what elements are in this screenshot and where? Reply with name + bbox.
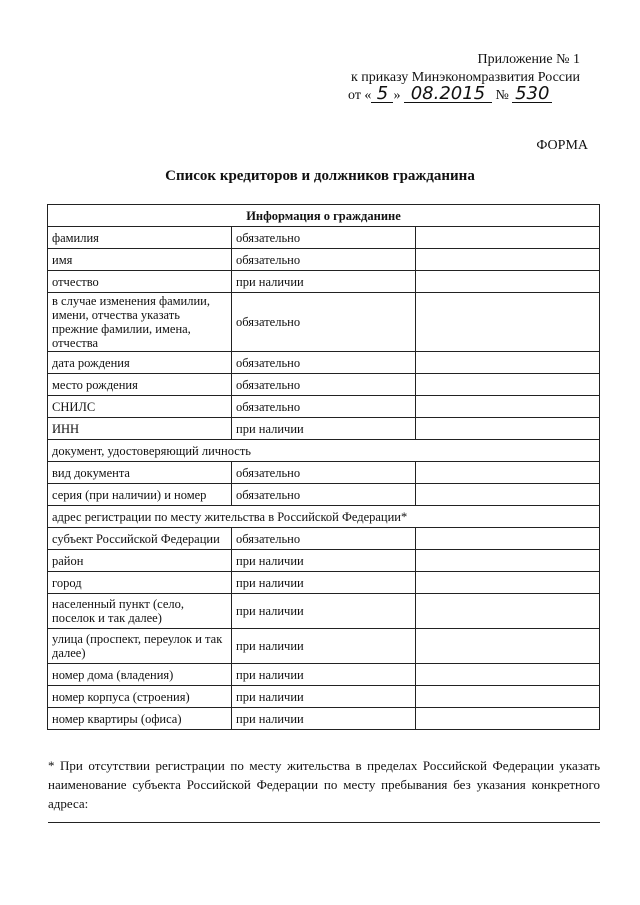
field-label: в случае изменения фамилии, имени, отчества указать прежние фамилии, имена, отчества [48,293,232,352]
date-prefix: от « [348,88,372,103]
field-label: населенный пункт (село, поселок и так далее) [48,594,232,629]
table-row [48,249,600,271]
field-value[interactable] [416,249,600,271]
table-row [48,374,600,396]
page-title: Список кредиторов и должников гражданина [165,168,475,184]
citizen-info-table [47,204,600,730]
field-status: при наличии [232,271,416,293]
field-value[interactable] [416,594,600,629]
field-value[interactable] [416,462,600,484]
field-status: обязательно [232,484,416,506]
field-value[interactable] [416,352,600,374]
field-status: обязательно [232,396,416,418]
table-row [48,484,600,506]
field-value[interactable] [416,374,600,396]
field-label: улица (проспект, переулок и так далее) [48,629,232,664]
date-day: 5 [371,86,393,103]
field-label: отчество [48,271,232,293]
field-label: серия (при наличии) и номер [48,484,232,506]
field-value[interactable] [416,572,600,594]
number-label: № [495,88,509,103]
document-header: документ, удостоверяющий личность [48,440,600,462]
subsection-row [48,506,600,528]
field-label: город [48,572,232,594]
table-row [48,352,600,374]
field-status: обязательно [232,462,416,484]
subsection-row [48,440,600,462]
field-value[interactable] [416,396,600,418]
table-row [48,686,600,708]
field-label: номер корпуса (строения) [48,686,232,708]
field-value[interactable] [416,484,600,506]
section-title: Информация о гражданине [48,205,600,227]
field-status: обязательно [232,249,416,271]
footnote: * При отсутствии регистрации по месту жительства в пределах Российской Федерации указать наименование субъекта Российской Федерации по месту пребывания без указания конкретного адреса: [48,758,600,811]
table-row [48,396,600,418]
field-label: район [48,550,232,572]
order-number: 530 [512,86,552,103]
field-label: СНИЛС [48,396,232,418]
field-label: номер дома (владения) [48,664,232,686]
table-row [48,664,600,686]
field-value[interactable] [416,550,600,572]
field-status: обязательно [232,352,416,374]
field-value[interactable] [416,686,600,708]
field-label: вид документа [48,462,232,484]
field-value[interactable] [416,293,600,352]
date-mid: » [393,88,401,103]
table-row [48,227,600,249]
table-row [48,462,600,484]
table-row [48,708,600,730]
order-line: к приказу Минэкономразвития России [350,70,580,85]
form-label: ФОРМА [536,138,588,153]
field-status: при наличии [232,550,416,572]
table-row [48,572,600,594]
field-status: при наличии [232,418,416,440]
field-value[interactable] [416,664,600,686]
field-label: номер квартиры (офиса) [48,708,232,730]
table-row [48,271,600,293]
signature-line[interactable] [48,822,600,823]
field-value[interactable] [416,708,600,730]
field-status: при наличии [232,572,416,594]
address-header: адрес регистрации по месту жительства в Российской Федерации* [48,506,600,528]
table-row [48,293,600,352]
field-value[interactable] [416,629,600,664]
field-label: место рождения [48,374,232,396]
field-label: фамилия [48,227,232,249]
date-month-year: 08.2015 [404,86,492,103]
field-status: при наличии [232,664,416,686]
table-row [48,629,600,664]
field-status: обязательно [232,293,416,352]
field-label: субъект Российской Федерации [48,528,232,550]
field-status: при наличии [232,708,416,730]
appendix-label: Приложение № 1 [477,52,580,67]
section-header-row [48,205,600,227]
table-row [48,418,600,440]
field-status: при наличии [232,629,416,664]
field-status: обязательно [232,374,416,396]
field-value[interactable] [416,271,600,293]
field-value[interactable] [416,418,600,440]
field-status: обязательно [232,227,416,249]
order-date-line [348,83,552,104]
table-row [48,594,600,629]
field-status: при наличии [232,686,416,708]
field-label: ИНН [48,418,232,440]
field-label: дата рождения [48,352,232,374]
field-status: обязательно [232,528,416,550]
field-label: имя [48,249,232,271]
field-status: при наличии [232,594,416,629]
field-value[interactable] [416,227,600,249]
table-row [48,528,600,550]
table-row [48,550,600,572]
field-value[interactable] [416,528,600,550]
